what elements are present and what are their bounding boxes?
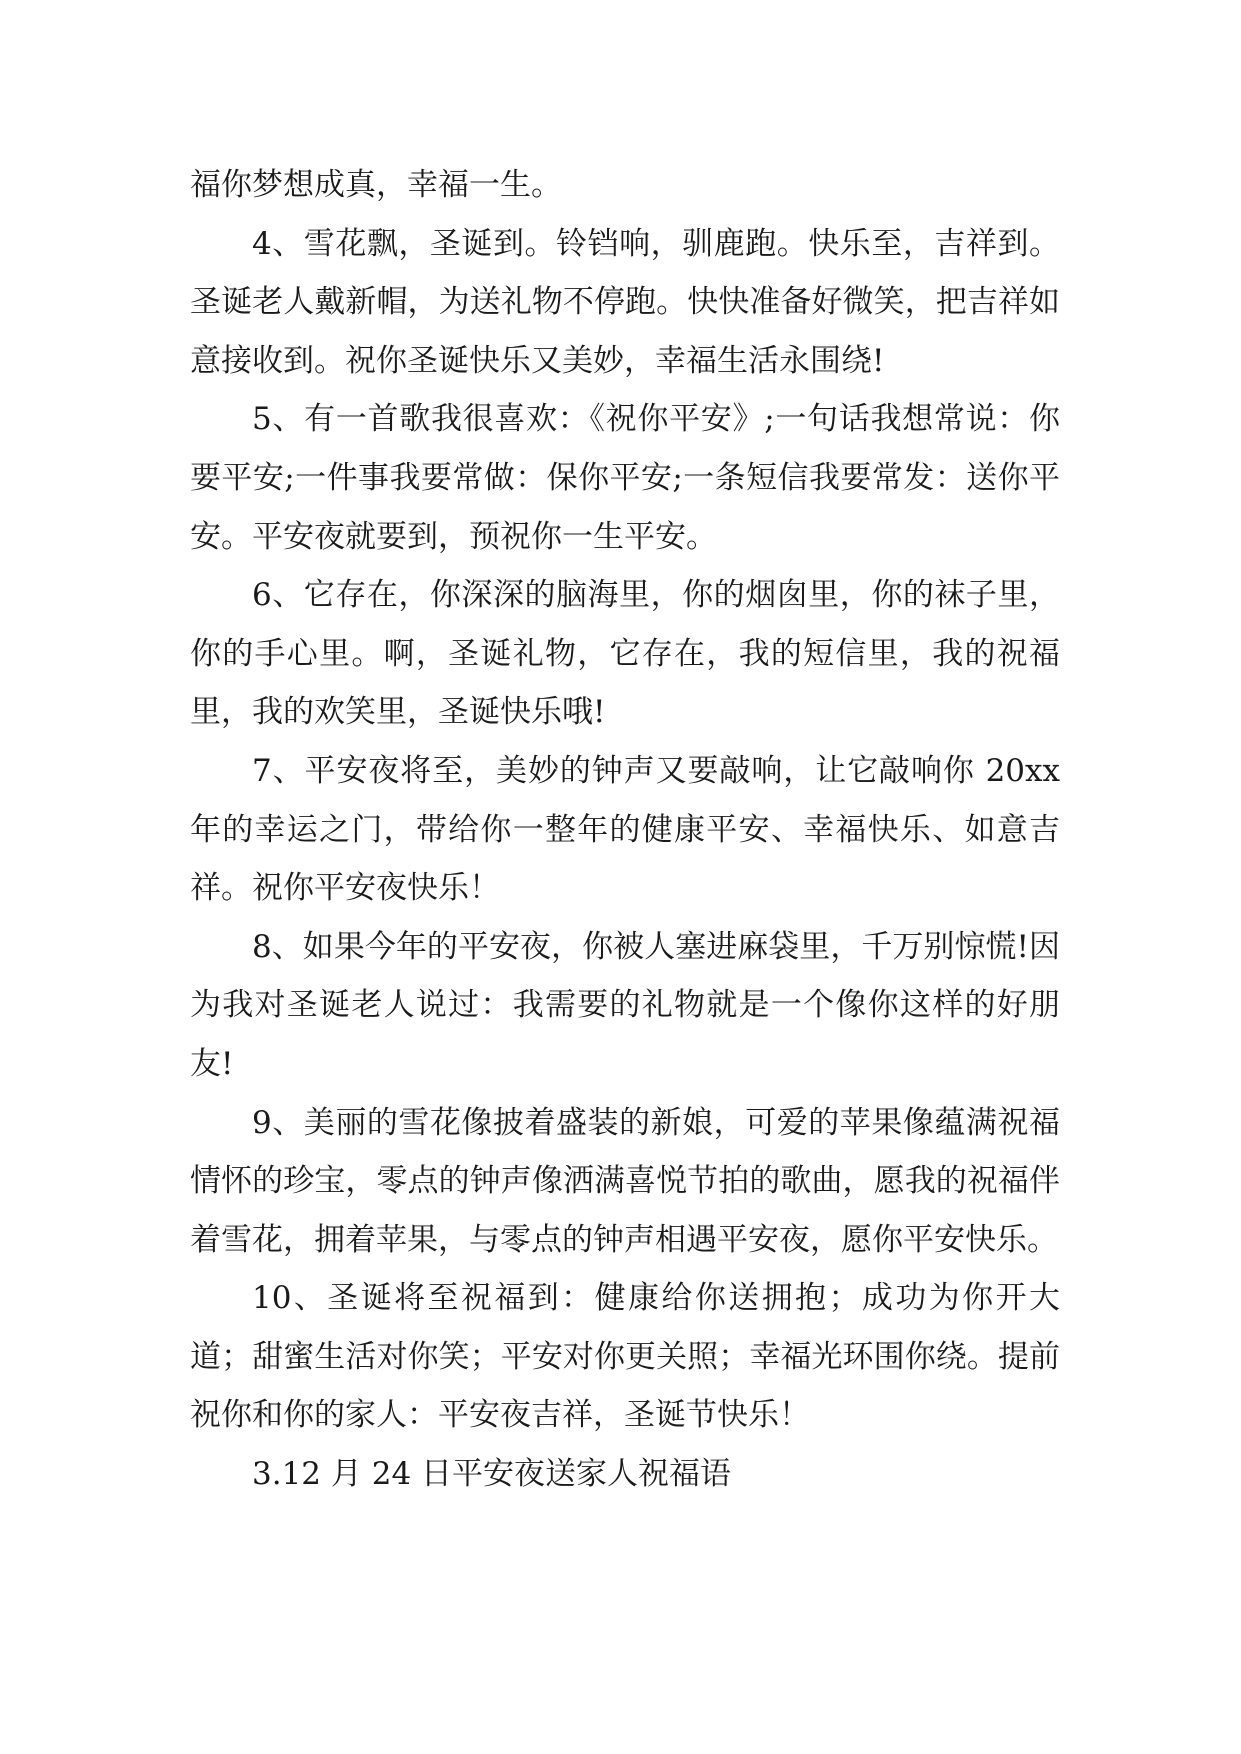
paragraph-item-5: 5、有一首歌我很喜欢：《祝你平安》;一句话我想常说：你要平安;一件事我要常做：保你平安;一条短信我要常发：送你平安。平安夜就要到，预祝你一生平安。 (190, 401, 1060, 555)
paragraph-item-10: 10、圣诞将至祝福到：健康给你送拥抱；成功为你开大道；甜蜜生活对你笑；平安对你更关照；幸福光环围你绕。提前祝你和你的家人：平安夜吉祥，圣诞节快乐！ (190, 1280, 1060, 1434)
paragraph-item-6: 6、它存在，你深深的脑海里，你的烟囱里，你的袜子里，你的手心里。啊，圣诞礼物，它存在，我的短信里，我的祝福里，我的欢笑里，圣诞快乐哦! (190, 577, 1060, 731)
document-body (190, 156, 1060, 1504)
paragraph-item-9: 9、美丽的雪花像披着盛装的新娘，可爱的苹果像蕴满祝福情怀的珍宝，零点的钟声像洒满喜悦节拍的歌曲，愿我的祝福伴着雪花，拥着苹果，与零点的钟声相遇平安夜，愿你平安快乐。 (190, 1104, 1060, 1258)
paragraph-item-8: 8、如果今年的平安夜，你被人塞进麻袋里，千万别惊慌!因为我对圣诞老人说过：我需要的礼物就是一个像你这样的好朋友! (190, 928, 1060, 1082)
section-heading: 3.12 月 24 日平安夜送家人祝福语 (252, 1456, 732, 1493)
paragraph-continuation: 福你梦想成真，幸福一生。 (190, 167, 562, 203)
paragraph-item-4: 4、雪花飘，圣诞到。铃铛响，驯鹿跑。快乐至，吉祥到。圣诞老人戴新帽，为送礼物不停跑。快快准备好微笑，把吉祥如意接收到。祝你圣诞快乐又美妙，幸福生活永围绕! (190, 225, 1060, 379)
paragraph-item-7: 7、平安夜将至，美妙的钟声又要敲响，让它敲响你 20xx 年的幸运之门，带给你一整年的健康平安、幸福快乐、如意吉祥。祝你平安夜快乐！ (190, 752, 1060, 907)
